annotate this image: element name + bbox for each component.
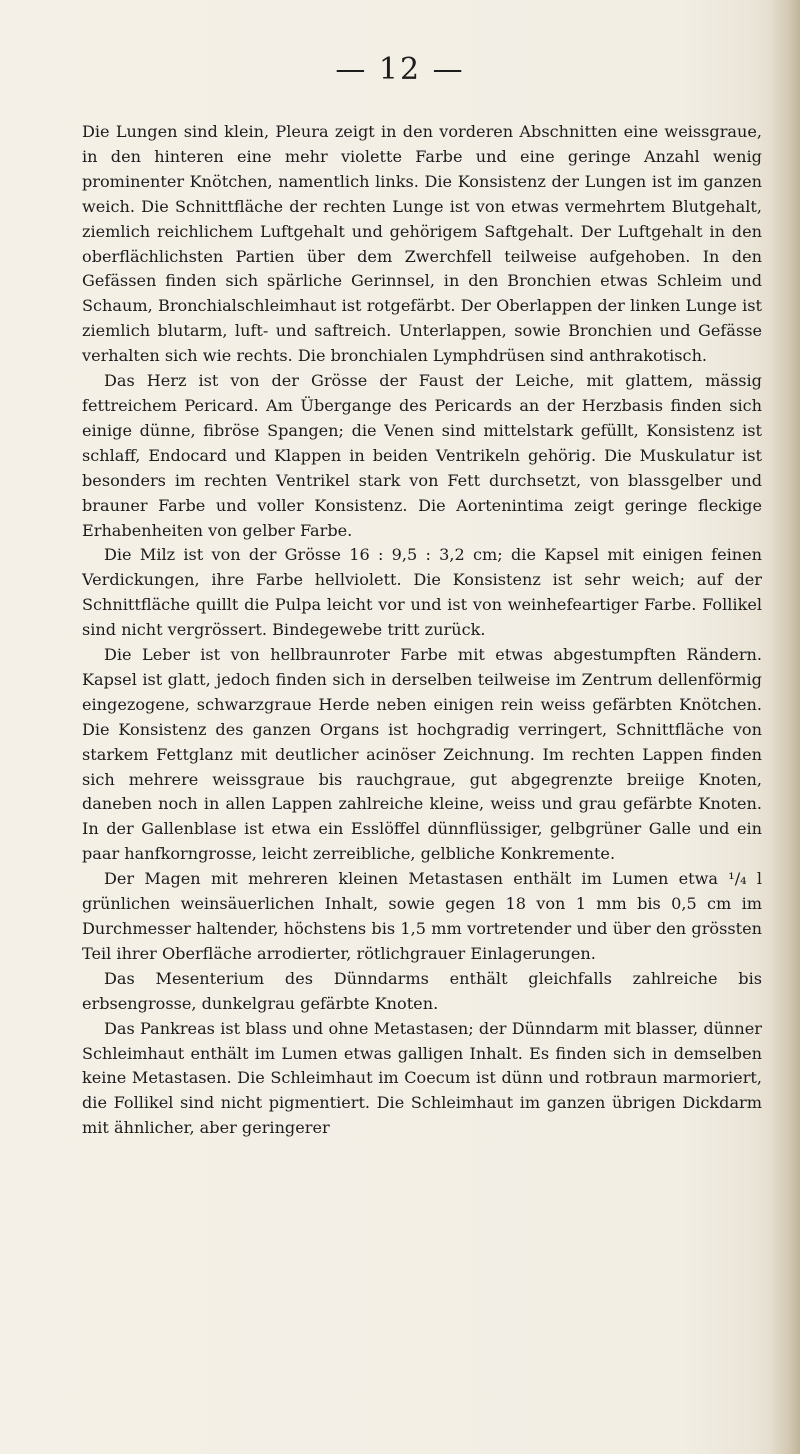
body-text <box>82 120 762 1141</box>
paragraph-milz: Die Milz ist von der Grösse 16 : 9,5 : 3,2 cm; die Kapsel mit einigen feinen Verdickungen, ihre Farbe hellviolett. Die Konsistenz ist sehr weich; auf der Schnittfläche quillt die Pulpa leicht vor und ist von weinhefeartiger Farbe. Follikel sind nicht vergrössert. Bindegewebe tritt zurück. <box>82 545 762 640</box>
paragraph-pankreas: Das Pankreas ist blass und ohne Metastasen; der Dünndarm mit blasser, dünner Schleimhaut enthält im Lumen etwas galligen Inhalt. Es finden sich in demselben keine Metastasen. Die Schleimhaut im Coecum ist dünn und rotbraun marmoriert, die Follikel sind nicht pigmentiert. Die Schleimhaut im ganzen übrigen Dickdarm mit ähnlicher, aber geringerer <box>82 1018 762 1138</box>
paragraph-herz: Das Herz ist von der Grösse der Faust der Leiche, mit glattem, mässig fettreichem Pericard. Am Übergange des Pericards an der Herzbasis finden sich einige dünne, fibröse Spangen; die Venen sind mittelstark gefüllt, Konsistenz ist schlaff, Endocard und Klappen in beiden Ventrikeln gehörig. Die Muskulatur ist besonders im rechten Ventrikel stark von Fett durchsetzt, von blassgelber und brauner Farbe und voller Konsistenz. Die Aortenintima zeigt geringe fleckige Erhabenheiten von gelber Farbe. <box>82 371 762 540</box>
paragraph-mesenterium: Das Mesenterium des Dünndarms enthält gleichfalls zahlreiche bis erbsengrosse, dunkelgrau gefärbte Knoten. <box>82 968 762 1013</box>
page-number: — 12 — <box>335 52 465 87</box>
paragraph-magen: Der Magen mit mehreren kleinen Metastasen enthält im Lumen etwa ¹/₄ l grünlichen weinsäuerlichen Inhalt, sowie gegen 18 von 1 mm bis 0,5 cm im Durchmesser haltender, höchstens bis 1,5 mm vortretender und über den grössten Teil ihrer Oberfläche arrodierter, rötlichgrauer Einlagerungen. <box>82 869 762 963</box>
paragraph-lungen: Die Lungen sind klein, Pleura zeigt in den vorderen Abschnitten eine weissgraue, in den hinteren eine mehr violette Farbe und eine geringe Anzahl wenig prominenter Knötchen, namentlich links. Die Konsistenz der Lungen ist im ganzen weich. Die Schnittfläche der rechten Lunge ist von etwas vermehrtem Blutgehalt, ziemlich reichlichem Luftgehalt und gehörigem Saftgehalt. Der Luftgehalt in den oberflächlichsten Partien über dem Zwerchfell teilweise aufgehoben. In den Gefässen finden sich spärliche Gerinnsel, in den Bronchien etwas Schleim und Schaum, Bronchialschleimhaut ist rotgefärbt. Der Oberlappen der linken Lunge ist ziemlich blutarm, luft- und saftreich. Unterlappen, sowie Bronchien und Gefässe verhalten sich wie rechts. Die bronchialen Lymphdrüsen sind anthrakotisch. <box>82 122 762 366</box>
paragraph-leber: Die Leber ist von hellbraunroter Farbe mit etwas abgestumpften Rändern. Kapsel ist glatt, jedoch finden sich in derselben teilweise im Zentrum dellenförmig eingezogene, schwarzgraue Herde neben einigen rein weiss gefärbten Knötchen. Die Konsistenz des ganzen Organs ist hochgradig verringert, Schnittfläche von starkem Fettglanz mit deutlicher acinöser Zeichnung. Im rechten Lappen finden sich mehrere weissgraue bis rauchgraue, gut abgegrenzte breiige Knoten, daneben noch in allen Lappen zahlreiche kleine, weiss und grau gefärbte Knoten. In der Gallenblase ist etwa ein Esslöffel dünnflüssiger, gelbgrüner Galle und ein paar hanfkorngrosse, leicht zerreibliche, gelbliche Konkremente. <box>82 645 762 864</box>
page-edge-shadow <box>770 0 800 1454</box>
